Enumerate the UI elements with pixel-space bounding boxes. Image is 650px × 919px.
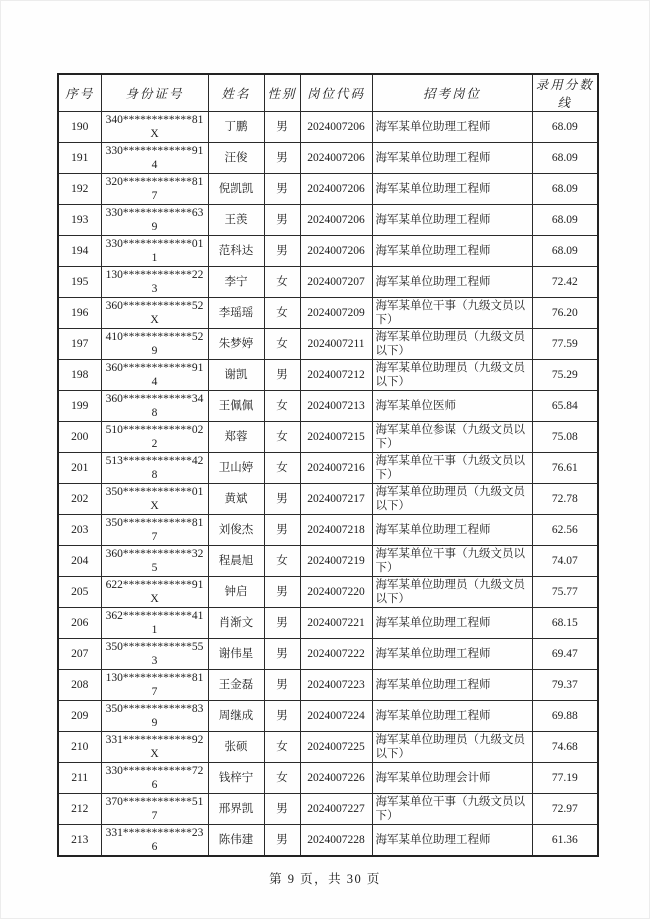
cell-index: 205 bbox=[58, 577, 101, 608]
cell-index: 200 bbox=[58, 422, 101, 453]
cell-score-line: 77.59 bbox=[532, 329, 598, 360]
cell-position-code: 2024007216 bbox=[300, 453, 372, 484]
cell-index: 198 bbox=[58, 360, 101, 391]
cell-gender: 男 bbox=[264, 608, 300, 639]
cell-name: 刘俊杰 bbox=[208, 515, 264, 546]
cell-score-line: 74.07 bbox=[532, 546, 598, 577]
table-row bbox=[58, 546, 598, 577]
cell-id-number: 320************817 bbox=[101, 174, 208, 205]
cell-position-code: 2024007218 bbox=[300, 515, 372, 546]
cell-position-code: 2024007211 bbox=[300, 329, 372, 360]
cell-score-line: 75.08 bbox=[532, 422, 598, 453]
cell-position-code: 2024007227 bbox=[300, 794, 372, 825]
cell-index: 212 bbox=[58, 794, 101, 825]
cell-gender: 男 bbox=[264, 515, 300, 546]
cell-gender: 女 bbox=[264, 422, 300, 453]
column-header-gender: 性别 bbox=[264, 74, 300, 112]
cell-gender: 男 bbox=[264, 670, 300, 701]
cell-score-line: 61.36 bbox=[532, 825, 598, 857]
cell-id-number: 362************411 bbox=[101, 608, 208, 639]
cell-position-code: 2024007212 bbox=[300, 360, 372, 391]
table-row bbox=[58, 360, 598, 391]
cell-index: 209 bbox=[58, 701, 101, 732]
cell-index: 196 bbox=[58, 298, 101, 329]
cell-index: 202 bbox=[58, 484, 101, 515]
cell-position: 海军某单位助理员（九级文员以下） bbox=[372, 732, 532, 763]
cell-position-code: 2024007224 bbox=[300, 701, 372, 732]
cell-index: 206 bbox=[58, 608, 101, 639]
cell-position-code: 2024007206 bbox=[300, 143, 372, 174]
cell-gender: 男 bbox=[264, 639, 300, 670]
cell-name: 钟启 bbox=[208, 577, 264, 608]
cell-position: 海军某单位参谋（九级文员以下） bbox=[372, 422, 532, 453]
cell-gender: 男 bbox=[264, 112, 300, 143]
cell-position: 海军某单位干事（九级文员以下） bbox=[372, 794, 532, 825]
cell-position: 海军某单位助理工程师 bbox=[372, 670, 532, 701]
cell-position: 海军某单位助理工程师 bbox=[372, 515, 532, 546]
cell-gender: 女 bbox=[264, 453, 300, 484]
cell-gender: 男 bbox=[264, 825, 300, 857]
cell-score-line: 69.47 bbox=[532, 639, 598, 670]
column-header-name: 姓名 bbox=[208, 74, 264, 112]
cell-index: 199 bbox=[58, 391, 101, 422]
cell-id-number: 330************011 bbox=[101, 236, 208, 267]
cell-name: 程晨旭 bbox=[208, 546, 264, 577]
cell-index: 207 bbox=[58, 639, 101, 670]
cell-name: 倪凯凯 bbox=[208, 174, 264, 205]
cell-score-line: 72.42 bbox=[532, 267, 598, 298]
cell-name: 陈伟建 bbox=[208, 825, 264, 857]
cell-name: 郑蓉 bbox=[208, 422, 264, 453]
table-row bbox=[58, 453, 598, 484]
cell-gender: 男 bbox=[264, 174, 300, 205]
cell-name: 丁鹏 bbox=[208, 112, 264, 143]
cell-position-code: 2024007219 bbox=[300, 546, 372, 577]
cell-name: 李宁 bbox=[208, 267, 264, 298]
column-header-position-code: 岗位代码 bbox=[300, 74, 372, 112]
table-row bbox=[58, 236, 598, 267]
cell-position: 海军某单位助理工程师 bbox=[372, 825, 532, 857]
cell-position-code: 2024007217 bbox=[300, 484, 372, 515]
cell-index: 194 bbox=[58, 236, 101, 267]
table-row bbox=[58, 825, 598, 857]
cell-score-line: 79.37 bbox=[532, 670, 598, 701]
cell-name: 黄斌 bbox=[208, 484, 264, 515]
cell-position: 海军某单位助理工程师 bbox=[372, 236, 532, 267]
page-number-footer: 第 9 页，共 30 页 bbox=[269, 872, 381, 886]
cell-name: 汪俊 bbox=[208, 143, 264, 174]
cell-id-number: 330************639 bbox=[101, 205, 208, 236]
cell-position-code: 2024007209 bbox=[300, 298, 372, 329]
cell-gender: 女 bbox=[264, 267, 300, 298]
cell-id-number: 130************223 bbox=[101, 267, 208, 298]
cell-index: 203 bbox=[58, 515, 101, 546]
cell-position: 海军某单位助理员（九级文员以下） bbox=[372, 360, 532, 391]
cell-position: 海军某单位助理工程师 bbox=[372, 143, 532, 174]
cell-name: 王羡 bbox=[208, 205, 264, 236]
cell-index: 201 bbox=[58, 453, 101, 484]
cell-position: 海军某单位助理员（九级文员以下） bbox=[372, 484, 532, 515]
cell-score-line: 62.56 bbox=[532, 515, 598, 546]
column-header-score-line: 录用分数线 bbox=[532, 74, 598, 112]
table-row bbox=[58, 670, 598, 701]
cell-index: 192 bbox=[58, 174, 101, 205]
cell-score-line: 68.09 bbox=[532, 205, 598, 236]
cell-position-code: 2024007206 bbox=[300, 112, 372, 143]
cell-name: 朱梦婷 bbox=[208, 329, 264, 360]
table-row bbox=[58, 205, 598, 236]
table-row bbox=[58, 174, 598, 205]
cell-score-line: 68.09 bbox=[532, 236, 598, 267]
cell-gender: 男 bbox=[264, 577, 300, 608]
cell-position: 海军某单位助理会计师 bbox=[372, 763, 532, 794]
cell-name: 邢界凯 bbox=[208, 794, 264, 825]
cell-id-number: 330************914 bbox=[101, 143, 208, 174]
cell-score-line: 69.88 bbox=[532, 701, 598, 732]
cell-index: 191 bbox=[58, 143, 101, 174]
cell-score-line: 72.78 bbox=[532, 484, 598, 515]
cell-position: 海军某单位助理工程师 bbox=[372, 639, 532, 670]
cell-score-line: 76.20 bbox=[532, 298, 598, 329]
cell-id-number: 510************022 bbox=[101, 422, 208, 453]
cell-index: 195 bbox=[58, 267, 101, 298]
cell-position: 海军某单位干事（九级文员以下） bbox=[372, 298, 532, 329]
cell-gender: 男 bbox=[264, 701, 300, 732]
cell-score-line: 68.09 bbox=[532, 174, 598, 205]
column-header-id-number: 身份证号 bbox=[101, 74, 208, 112]
cell-index: 210 bbox=[58, 732, 101, 763]
cell-position-code: 2024007225 bbox=[300, 732, 372, 763]
cell-name: 卫山婷 bbox=[208, 453, 264, 484]
cell-gender: 男 bbox=[264, 236, 300, 267]
cell-gender: 女 bbox=[264, 763, 300, 794]
cell-id-number: 360************914 bbox=[101, 360, 208, 391]
table-row bbox=[58, 267, 598, 298]
cell-position: 海军某单位干事（九级文员以下） bbox=[372, 546, 532, 577]
cell-name: 钱梓宁 bbox=[208, 763, 264, 794]
table-row bbox=[58, 298, 598, 329]
cell-id-number: 350************839 bbox=[101, 701, 208, 732]
table-row bbox=[58, 515, 598, 546]
cell-index: 190 bbox=[58, 112, 101, 143]
recruitment-score-table bbox=[57, 73, 599, 857]
cell-id-number: 513************428 bbox=[101, 453, 208, 484]
cell-position-code: 2024007206 bbox=[300, 174, 372, 205]
cell-position: 海军某单位助理工程师 bbox=[372, 608, 532, 639]
cell-position: 海军某单位助理工程师 bbox=[372, 701, 532, 732]
cell-name: 王佩佩 bbox=[208, 391, 264, 422]
cell-name: 范科达 bbox=[208, 236, 264, 267]
cell-index: 193 bbox=[58, 205, 101, 236]
cell-gender: 男 bbox=[264, 205, 300, 236]
cell-position-code: 2024007215 bbox=[300, 422, 372, 453]
cell-score-line: 77.19 bbox=[532, 763, 598, 794]
cell-gender: 男 bbox=[264, 794, 300, 825]
cell-position: 海军某单位助理工程师 bbox=[372, 112, 532, 143]
cell-position: 海军某单位医师 bbox=[372, 391, 532, 422]
table-row bbox=[58, 329, 598, 360]
table-row bbox=[58, 639, 598, 670]
table-row bbox=[58, 763, 598, 794]
cell-name: 谢凯 bbox=[208, 360, 264, 391]
cell-position-code: 2024007222 bbox=[300, 639, 372, 670]
table-row bbox=[58, 484, 598, 515]
cell-id-number: 340************81X bbox=[101, 112, 208, 143]
cell-position-code: 2024007220 bbox=[300, 577, 372, 608]
table-row bbox=[58, 577, 598, 608]
cell-index: 197 bbox=[58, 329, 101, 360]
cell-id-number: 360************52X bbox=[101, 298, 208, 329]
table-row bbox=[58, 608, 598, 639]
cell-score-line: 68.15 bbox=[532, 608, 598, 639]
table-row bbox=[58, 422, 598, 453]
table-header-row bbox=[58, 74, 598, 112]
cell-score-line: 68.09 bbox=[532, 143, 598, 174]
cell-gender: 男 bbox=[264, 143, 300, 174]
table-row bbox=[58, 732, 598, 763]
cell-id-number: 360************325 bbox=[101, 546, 208, 577]
cell-id-number: 370************517 bbox=[101, 794, 208, 825]
cell-position: 海军某单位助理员（九级文员以下） bbox=[372, 329, 532, 360]
cell-position-code: 2024007223 bbox=[300, 670, 372, 701]
cell-score-line: 75.29 bbox=[532, 360, 598, 391]
cell-id-number: 350************553 bbox=[101, 639, 208, 670]
table-row bbox=[58, 701, 598, 732]
cell-position-code: 2024007207 bbox=[300, 267, 372, 298]
cell-name: 王金磊 bbox=[208, 670, 264, 701]
cell-name: 谢伟星 bbox=[208, 639, 264, 670]
cell-position: 海军某单位干事（九级文员以下） bbox=[372, 453, 532, 484]
table-row bbox=[58, 112, 598, 143]
cell-id-number: 360************348 bbox=[101, 391, 208, 422]
cell-name: 张硕 bbox=[208, 732, 264, 763]
cell-position: 海军某单位助理员（九级文员以下） bbox=[372, 577, 532, 608]
cell-name: 李瑶瑶 bbox=[208, 298, 264, 329]
column-header-index: 序号 bbox=[58, 74, 101, 112]
cell-gender: 男 bbox=[264, 484, 300, 515]
cell-index: 211 bbox=[58, 763, 101, 794]
cell-id-number: 350************817 bbox=[101, 515, 208, 546]
cell-position-code: 2024007221 bbox=[300, 608, 372, 639]
cell-position: 海军某单位助理工程师 bbox=[372, 205, 532, 236]
cell-name: 周继成 bbox=[208, 701, 264, 732]
cell-id-number: 410************529 bbox=[101, 329, 208, 360]
cell-index: 204 bbox=[58, 546, 101, 577]
cell-position-code: 2024007228 bbox=[300, 825, 372, 857]
table-row bbox=[58, 143, 598, 174]
cell-position-code: 2024007206 bbox=[300, 236, 372, 267]
cell-gender: 女 bbox=[264, 546, 300, 577]
cell-position: 海军某单位助理工程师 bbox=[372, 267, 532, 298]
cell-name: 肖渐文 bbox=[208, 608, 264, 639]
cell-id-number: 331************236 bbox=[101, 825, 208, 857]
cell-score-line: 75.77 bbox=[532, 577, 598, 608]
cell-id-number: 331************92X bbox=[101, 732, 208, 763]
cell-score-line: 76.61 bbox=[532, 453, 598, 484]
cell-score-line: 65.84 bbox=[532, 391, 598, 422]
cell-score-line: 68.09 bbox=[532, 112, 598, 143]
column-header-position: 招考岗位 bbox=[372, 74, 532, 112]
cell-position-code: 2024007213 bbox=[300, 391, 372, 422]
cell-gender: 女 bbox=[264, 391, 300, 422]
table-row bbox=[58, 794, 598, 825]
cell-id-number: 622************91X bbox=[101, 577, 208, 608]
cell-position-code: 2024007206 bbox=[300, 205, 372, 236]
cell-id-number: 330************726 bbox=[101, 763, 208, 794]
cell-gender: 女 bbox=[264, 329, 300, 360]
cell-index: 213 bbox=[58, 825, 101, 857]
cell-score-line: 74.68 bbox=[532, 732, 598, 763]
table-row bbox=[58, 391, 598, 422]
cell-position-code: 2024007226 bbox=[300, 763, 372, 794]
cell-gender: 女 bbox=[264, 298, 300, 329]
cell-gender: 男 bbox=[264, 360, 300, 391]
cell-id-number: 130************817 bbox=[101, 670, 208, 701]
cell-index: 208 bbox=[58, 670, 101, 701]
cell-gender: 女 bbox=[264, 732, 300, 763]
cell-id-number: 350************01X bbox=[101, 484, 208, 515]
cell-score-line: 72.97 bbox=[532, 794, 598, 825]
table-body bbox=[58, 112, 598, 857]
cell-position: 海军某单位助理工程师 bbox=[372, 174, 532, 205]
